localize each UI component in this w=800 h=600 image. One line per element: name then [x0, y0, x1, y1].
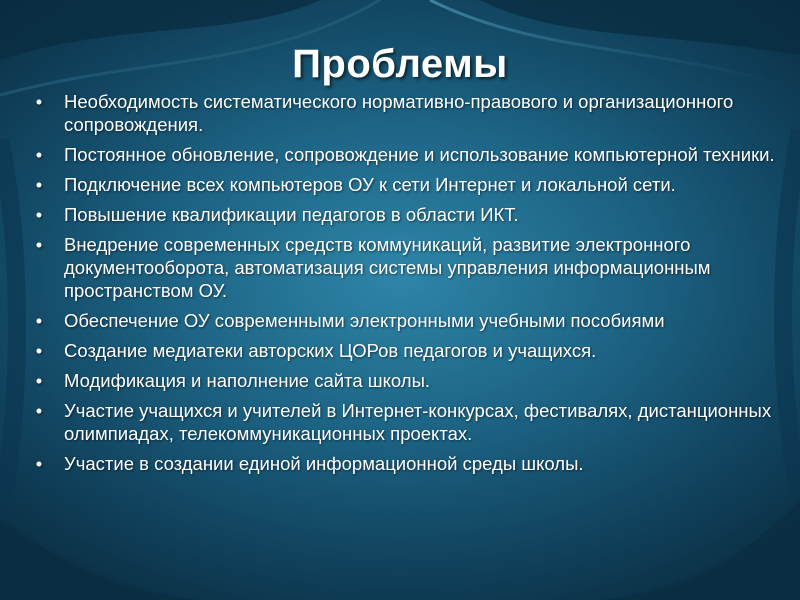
list-item	[28, 452, 788, 475]
bullet-icon: •	[35, 144, 43, 165]
list-item-text: Постоянное обновление, сопровождение и использование компьютерной техники.	[64, 144, 775, 165]
bullet-icon: •	[35, 91, 43, 112]
slide-title: Проблемы	[292, 42, 508, 86]
list-item	[28, 399, 788, 445]
list-item-text: Необходимость систематического нормативно-правового и организационного сопровождения.	[64, 91, 734, 135]
list-item-text: Подключение всех компьютеров ОУ к сети Интернет и локальной сети.	[64, 174, 676, 195]
list-item	[28, 90, 788, 136]
list-item-text: Создание медиатеки авторских ЦОРов педагогов и учащихся.	[64, 340, 597, 361]
bullet-icon: •	[35, 400, 43, 421]
list-item	[28, 233, 788, 302]
bullet-icon: •	[35, 204, 43, 225]
list-item-text: Обеспечение ОУ современными электронными учебными пособиями	[64, 310, 665, 331]
list-item-text: Повышение квалификации педагогов в области ИКТ.	[64, 204, 519, 225]
bullet-icon: •	[35, 453, 43, 474]
list-item	[28, 143, 788, 166]
list-item-text: Участие в создании единой информационной среды школы.	[64, 453, 584, 474]
list-item	[28, 369, 788, 392]
bullet-icon: •	[35, 340, 43, 361]
bullet-icon: •	[35, 174, 43, 195]
bullet-icon: •	[35, 234, 43, 255]
list-item-text: Внедрение современных средств коммуникаций, развитие электронного документооборота, автоматизация системы управления информационным пространством ОУ.	[64, 234, 711, 301]
list-item	[28, 173, 788, 196]
list-item	[28, 309, 788, 332]
bullet-icon: •	[35, 370, 43, 391]
bullet-icon: •	[35, 310, 43, 331]
list-item-text: Модификация и наполнение сайта школы.	[64, 370, 431, 391]
list-item-text: Участие учащихся и учителей в Интернет-конкурсах, фестивалях, дистанционных олимпиадах, телекоммуникационных проектах.	[64, 400, 772, 444]
bullet-list	[28, 90, 788, 482]
list-item	[28, 203, 788, 226]
list-item	[28, 339, 788, 362]
